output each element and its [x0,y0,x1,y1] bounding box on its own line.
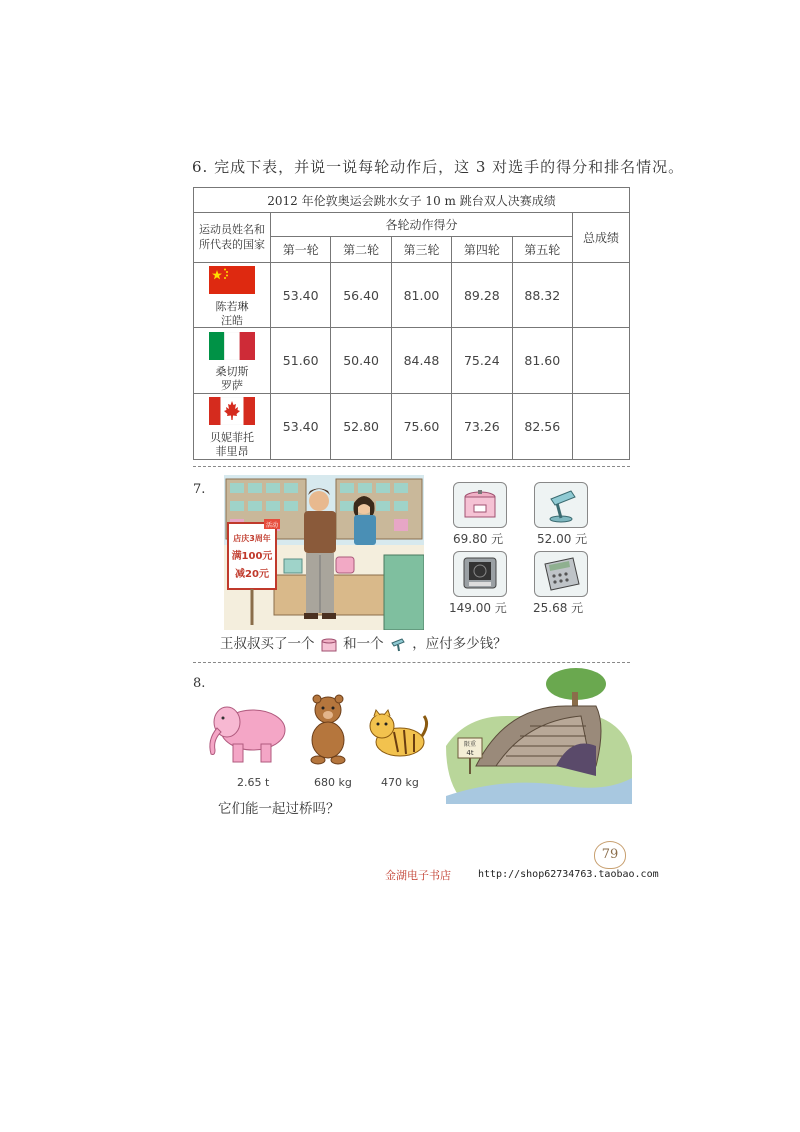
athlete-cell [194,263,271,328]
sign-line: 店庆3周年 [233,534,271,543]
rice-cooker-icon [454,483,506,527]
athlete-cell [194,394,271,459]
score-cell: 82.56 [512,394,572,459]
score-cell: 50.40 [331,328,391,394]
question-6-prompt: 6. 完成下表，并说一说每轮动作后，这 3 对选手的得分和排名情况。 [192,158,685,176]
score-cell: 51.60 [271,328,331,394]
round-header: 第五轮 [512,237,572,263]
score-cell: 88.32 [512,263,572,328]
table-caption: 2012 年伦敦奥运会跳水女子 10 m 跳台双人决赛成绩 [194,188,630,213]
total-cell-empty[interactable] [573,394,630,459]
table-row [194,328,630,394]
desk-lamp-icon [535,483,587,527]
bear-illustration [300,692,356,766]
footer-shop-name: 金湖电子书店 [385,869,451,882]
score-cell: 73.26 [452,394,512,459]
section-divider [193,662,630,663]
induction-cooker-icon [454,552,506,596]
product-price: 52.00 元 [537,532,588,546]
round-header: 第一轮 [271,237,331,263]
section-divider [193,466,630,467]
limit-sign-text: 4t [466,749,474,757]
athlete-name: 桑切斯 [215,365,249,379]
round-header: 第三轮 [391,237,451,263]
shop-illustration [224,475,424,630]
total-cell-empty[interactable] [573,263,630,328]
calculator-product [534,551,588,597]
tiger-weight: 470 kg [381,776,419,789]
question-7-part: ，应付多少钱？ [412,636,507,652]
elephant-weight: 2.65 t [237,776,270,789]
score-cell: 53.40 [271,263,331,328]
limit-sign-text: 限重 [463,741,477,748]
tiger-illustration [364,704,430,766]
question-7-part: 和一个 [343,636,384,652]
calculator-icon [535,552,587,596]
athlete-cell [194,328,271,394]
desk-lamp-product [534,482,588,528]
athlete-name: 汪皓 [221,313,243,327]
score-cell: 56.40 [331,263,391,328]
score-cell: 89.28 [452,263,512,328]
bridge-illustration [446,666,632,804]
elephant-illustration [203,700,295,766]
question-7-number: 7. [193,482,206,497]
score-cell: 53.40 [271,394,331,459]
athlete-name: 陈若琳 [215,299,249,313]
round-header: 第四轮 [452,237,512,263]
italy-flag-icon [209,332,255,360]
induction-cooker-product [453,551,507,597]
china-flag-icon [209,266,255,294]
score-cell: 52.80 [331,394,391,459]
question-7-part: 王叔叔买了一个 [220,636,315,652]
table-row [194,263,630,328]
product-price: 25.68 元 [533,601,584,615]
sign-tag: 活动 [265,522,279,529]
table-row [194,394,630,459]
canada-flag-icon [209,397,255,425]
bear-weight: 680 kg [314,776,352,789]
total-cell-empty[interactable] [573,328,630,394]
question-8-number: 8. [193,676,206,691]
score-cell: 84.48 [391,328,451,394]
page-number: 79 [594,841,626,869]
product-price: 69.80 元 [453,532,504,546]
sign-line: 减20元 [235,569,269,580]
athlete-name: 贝妮菲托 [210,431,254,444]
athlete-name: 罗萨 [221,379,243,393]
score-cell: 81.60 [512,328,572,394]
rounds-header: 各轮动作得分 [271,213,573,237]
score-cell: 81.00 [391,263,451,328]
question-8-text: 它们能一起过桥吗？ [218,801,340,817]
question-7-text [220,632,507,653]
athlete-header: 运动员姓名和所代表的国家 [194,213,271,263]
score-cell: 75.24 [452,328,512,394]
desk-lamp-icon [388,637,408,653]
footer-url[interactable]: http://shop62734763.taobao.com [478,869,659,880]
sign-line: 满100元 [231,551,273,562]
diving-score-table [193,187,630,460]
round-header: 第二轮 [331,237,391,263]
rice-cooker-icon [319,637,339,653]
score-cell: 75.60 [391,394,451,459]
product-price: 149.00 元 [449,601,507,615]
total-header: 总成绩 [573,213,630,263]
rice-cooker-product [453,482,507,528]
athlete-name: 菲里昂 [215,444,249,458]
